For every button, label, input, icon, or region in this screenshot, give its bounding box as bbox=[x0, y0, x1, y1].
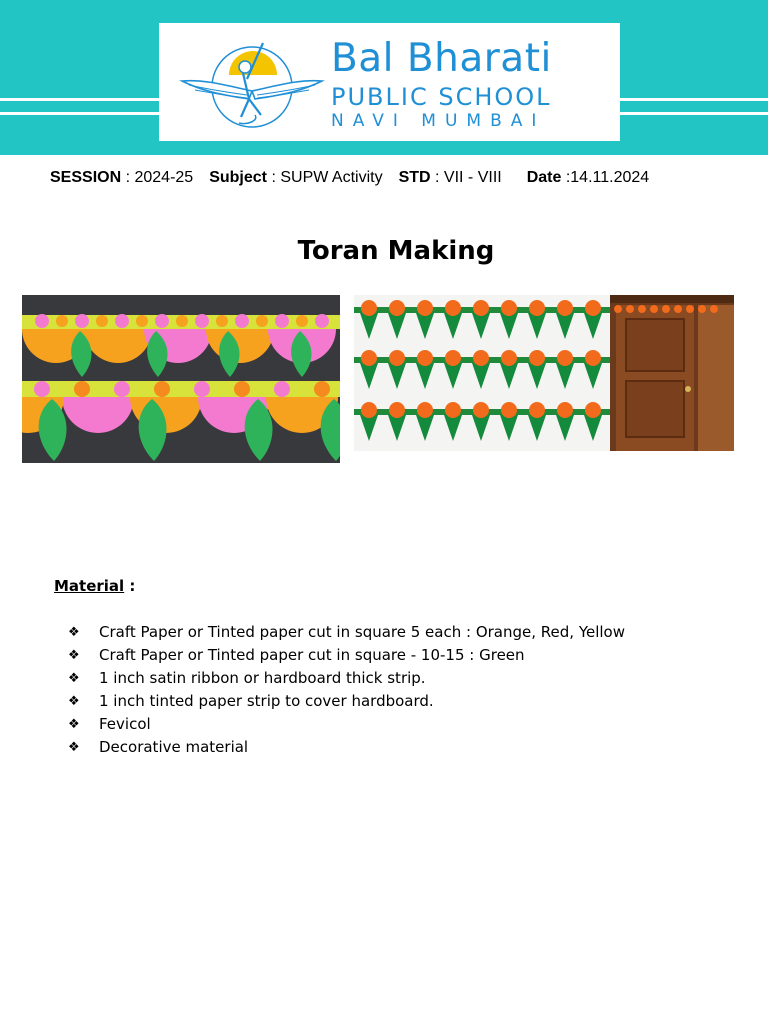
diamond-bullet-icon: ❖ bbox=[68, 625, 80, 640]
school-city: NAVI MUMBAI bbox=[331, 111, 546, 131]
diamond-bullet-icon: ❖ bbox=[68, 671, 80, 686]
material-label: Material bbox=[54, 577, 125, 595]
toran-photo-paper-roses-door bbox=[354, 295, 734, 451]
toran-photo-paper-fans bbox=[22, 295, 340, 463]
page-title: Toran Making bbox=[297, 236, 495, 266]
list-item-text: Fevicol bbox=[99, 715, 151, 733]
list-item-text: Craft Paper or Tinted paper cut in square - 10-15 : Green bbox=[99, 646, 525, 664]
subject-value: : SUPW Activity bbox=[267, 169, 383, 186]
list-item bbox=[68, 667, 625, 690]
list-item-text: Craft Paper or Tinted paper cut in square 5 each : Orange, Red, Yellow bbox=[99, 623, 625, 641]
list-item-text: Decorative material bbox=[99, 738, 249, 756]
school-name: Bal Bharati bbox=[331, 36, 552, 81]
diamond-bullet-icon: ❖ bbox=[68, 740, 80, 755]
list-item bbox=[68, 713, 625, 736]
subject-label: Subject bbox=[209, 169, 267, 186]
material-list bbox=[68, 621, 625, 759]
list-item bbox=[68, 621, 625, 644]
material-label-suffix: : bbox=[124, 577, 136, 595]
list-item bbox=[68, 644, 625, 667]
school-logo bbox=[159, 23, 620, 141]
winged-figure-emblem-icon bbox=[177, 29, 327, 135]
material-heading bbox=[54, 577, 135, 595]
header-band bbox=[0, 0, 768, 155]
session-info-line bbox=[50, 169, 750, 187]
list-item bbox=[68, 690, 625, 713]
session-value: : 2024-25 bbox=[121, 169, 194, 186]
date-value: :14.11.2024 bbox=[561, 169, 650, 186]
date-label: Date bbox=[526, 169, 562, 186]
diamond-bullet-icon: ❖ bbox=[68, 648, 80, 663]
list-item bbox=[68, 736, 625, 759]
std-value: : VII - VIII bbox=[430, 169, 502, 186]
std-label: STD bbox=[398, 169, 431, 186]
list-item-text: 1 inch satin ribbon or hardboard thick strip. bbox=[99, 669, 426, 687]
diamond-bullet-icon: ❖ bbox=[68, 717, 80, 732]
session-label: SESSION bbox=[50, 169, 122, 186]
diamond-bullet-icon: ❖ bbox=[68, 694, 80, 709]
school-type: PUBLIC SCHOOL bbox=[331, 83, 552, 111]
list-item-text: 1 inch tinted paper strip to cover hardboard. bbox=[99, 692, 434, 710]
